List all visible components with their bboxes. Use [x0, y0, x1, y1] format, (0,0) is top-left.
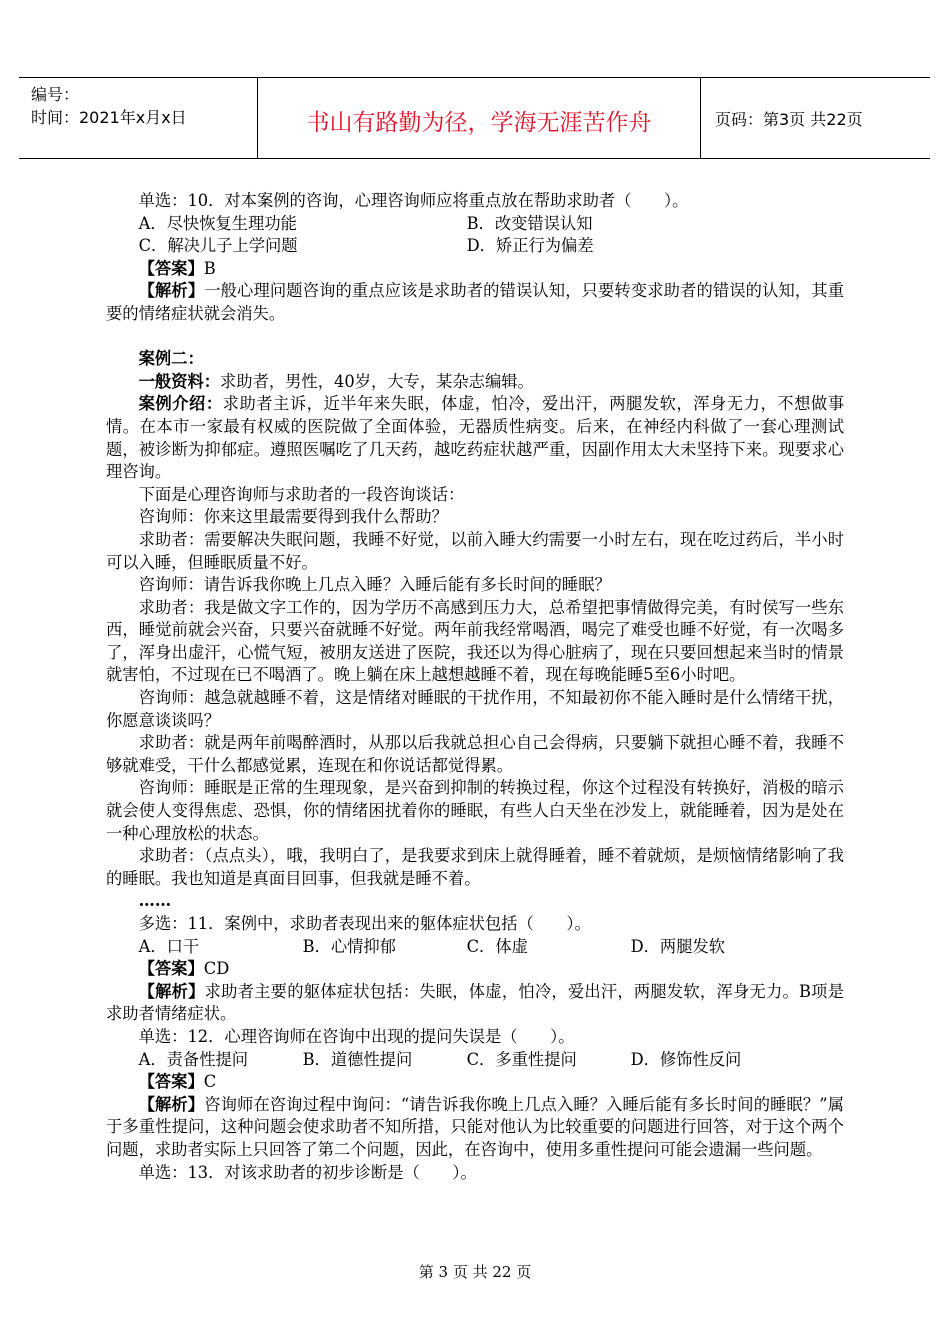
- case-intro-label: 案例介绍：: [138, 394, 223, 414]
- header-motto: 书山有路勤为径，学海无涯苦作舟: [306, 110, 652, 136]
- question-10-answer: [106, 258, 844, 281]
- header-page-cell: [701, 78, 930, 158]
- dialog-line: 咨询师：请告诉我你晚上几点入睡？入睡后能有多长时间的睡眠？: [138, 575, 611, 595]
- dialog-line: 咨询师：你来这里最需要得到我什么帮助？: [138, 507, 448, 527]
- question-10-option-c: C．解决儿子上学问题: [138, 236, 298, 256]
- analysis-label: 【解析】: [138, 1094, 205, 1114]
- question-11-options: [106, 936, 844, 959]
- question-11-answer: [106, 958, 844, 981]
- question-13-stem: 单选：13．对该求助者的初步诊断是（ ）。: [138, 1162, 477, 1182]
- analysis-text: 一般心理问题咨询的重点应该是求助者的错误认知，只要转变求助者的错误的认知，其重要的情绪症状就会消失。: [106, 281, 844, 323]
- question-12-stem: 单选：12．心理咨询师在咨询中出现的提问失误是（ ）。: [138, 1026, 575, 1046]
- question-10-stem: 单选：10．对本案例的咨询，心理咨询师应将重点放在帮助求助者（ ）。: [138, 191, 689, 210]
- dialog-ellipsis: ……: [138, 891, 172, 911]
- question-11-option-a: A．口干: [138, 936, 200, 956]
- analysis-label: 【解析】: [138, 281, 205, 301]
- spacer: [106, 326, 844, 349]
- case-2-general-info: [106, 371, 844, 394]
- header-page-number: 页码：第3页 共22页: [715, 110, 863, 129]
- question-11-stem: 多选：11．案例中，求助者表现出来的躯体症状包括（ ）。: [138, 914, 591, 933]
- page-footer: 第 3 页 共 22 页: [418, 1263, 532, 1281]
- header-motto-cell: [258, 78, 701, 158]
- case-2-title: 案例二：: [138, 349, 204, 369]
- answer-value: C: [203, 1072, 217, 1092]
- question-12-option-d: D．修饰性反问: [630, 1049, 742, 1069]
- document-time-label: 时间：2021年x月x日: [31, 108, 187, 127]
- dialog-line: 求助者：我是做文字工作的，因为学历不高感到压力大，总希望把事情做得完美，有时侯写一些东西，睡觉前就会兴奋，只要兴奋就睡不好觉。两年前我经常喝酒，喝完了难受也睡不好觉，有一次喝多了，浑身出虚汗，心慌气短，被朋友送进了医院，我还以为得心脏病了，现在只要回想起来当时的情景就害怕，不过现在已不喝酒了。晚上躺在床上越想越睡不着，现在每晚能睡5至6小时吧。: [106, 597, 844, 685]
- dialog-line: 咨询师：越急就越睡不着，这是情绪对睡眠的干扰作用，不知最初你不能入睡时是什么情绪干扰，你愿意谈谈吗？: [106, 688, 844, 730]
- question-11-option-d: D．两腿发软: [630, 936, 726, 956]
- dialog-line: 求助者：（点点头），哦，我明白了，是我要求到床上就得睡着，睡不着就烦，是烦恼情绪影响了我的睡眠。我也知道是真面目回事，但我就是睡不着。: [106, 846, 844, 888]
- question-10-option-b: B．改变错误认知: [466, 213, 593, 233]
- question-11-option-b: B．心情抑郁: [302, 936, 396, 956]
- analysis-text: 求助者主要的躯体症状包括：失眠，体虚，怕冷，爱出汗，两腿发软，浑身无力。B项是求助者情绪症状。: [106, 981, 844, 1024]
- analysis-label: 【解析】: [138, 981, 205, 1001]
- question-10-option-a: A．尽快恢复生理功能: [138, 213, 297, 233]
- document-body: [106, 190, 844, 1184]
- dialog-line: 咨询师：睡眠是正常的生理现象，是兴奋到抑制的转换过程，你这个过程没有转换好，消极的暗示就会使人变得焦虑、恐惧，你的情绪困扰着你的睡眠，有些人白天坐在沙发上，就能睡着，因为是处在一种心理放松的状态。: [106, 778, 844, 843]
- question-10-analysis: [106, 280, 844, 325]
- case-2-introduction: [106, 393, 844, 483]
- dialog-line: 求助者：就是两年前喝醉酒时，从那以后我就总担心自己会得病，只要躺下就担心睡不着，我睡不够就难受，干什么都感觉累，连现在和你说话都觉得累。: [106, 733, 844, 775]
- document-number-label: 编号：: [31, 85, 80, 104]
- case-intro-text: 求助者主诉，近半年来失眠，体虚，怕冷，爱出汗，两腿发软，浑身无力，不想做事情。在本市一家最有权威的医院做了全面体验，无器质性病变。后来，在神经内科做了一套心理测试题，被诊断为抑郁症。遵照医嘱吃了几天药，越吃药症状越严重，因副作用太大未坚持下来。现要求心理咨询。: [106, 394, 844, 482]
- question-10-option-d: D．矫正行为偏差: [466, 236, 594, 256]
- question-12-options: [106, 1049, 844, 1072]
- question-12-option-a: A．责备性提问: [138, 1049, 249, 1069]
- header-info-cell: [19, 78, 258, 158]
- question-12-answer: [106, 1071, 844, 1094]
- answer-value: B: [203, 258, 216, 278]
- general-info-label: 一般资料：: [138, 371, 221, 391]
- answer-label: 【答案】: [138, 1072, 204, 1092]
- dialog-introduction: 下面是心理咨询师与求助者的一段咨询谈话：: [138, 484, 465, 504]
- dialog-line: 求助者：需要解决失眠问题，我睡不好觉，以前入睡大约需要一小时左右，现在吃过药后，半小时可以入睡，但睡眠质量不好。: [106, 529, 844, 572]
- analysis-text: 咨询师在咨询过程中询问：“请告诉我你晚上几点入睡？入睡后能有多长时间的睡眠？”属于多重性提问，这种问题会使求助者不知所措，只能对他认为比较重要的问题进行回答，对于这个两个问题，求助者实际上只回答了第二个问题，因此，在咨询中，使用多重性提问可能会遗漏一些问题。: [106, 1094, 844, 1159]
- question-11-option-c: C．体虚: [466, 936, 528, 956]
- question-10-options-row-2: [106, 235, 844, 258]
- answer-value: CD: [203, 959, 230, 979]
- answer-label: 【答案】: [138, 959, 204, 979]
- question-12-option-c: C．多重性提问: [466, 1049, 577, 1069]
- question-11-analysis: [106, 981, 844, 1026]
- answer-label: 【答案】: [138, 258, 204, 278]
- question-10-options-row-1: [106, 213, 844, 236]
- header-table: [19, 77, 930, 159]
- general-info-text: 求助者，男性，40岁，大专，某杂志编辑。: [220, 371, 534, 391]
- question-12-analysis: [106, 1094, 844, 1162]
- question-12-option-b: B．道德性提问: [302, 1049, 413, 1069]
